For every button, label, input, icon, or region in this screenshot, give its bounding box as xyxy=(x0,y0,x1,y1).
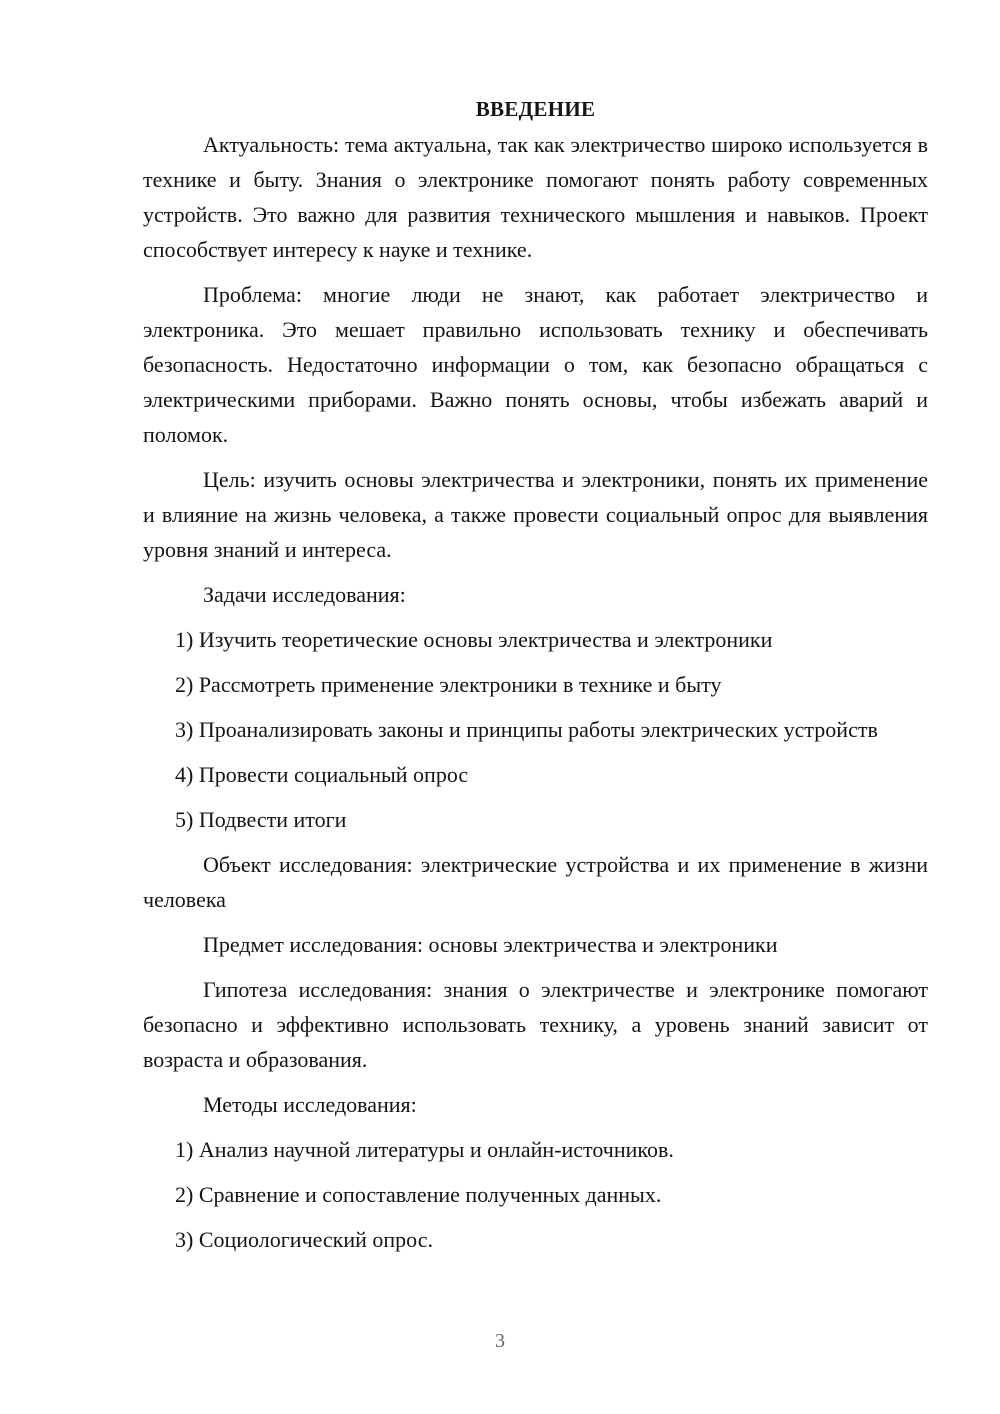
tasks-heading: Задачи исследования: xyxy=(203,582,406,607)
document-page xyxy=(143,92,928,1267)
task-item: 2) Рассмотреть применение электроники в технике и быту xyxy=(175,672,722,697)
object-paragraph: Объект исследования: электрические устройства и их применение в жизни человека xyxy=(143,852,928,912)
task-item: 1) Изучить теоретические основы электричества и электроники xyxy=(175,627,773,652)
section-title: ВВЕДЕНИЕ xyxy=(475,97,596,121)
task-item: 4) Провести социальный опрос xyxy=(175,762,469,787)
hypothesis-paragraph: Гипотеза исследования: знания о электричестве и электронике помогают безопасно и эффективно использовать технику, а уровень знаний зависит от возраста и образования. xyxy=(143,977,928,1072)
method-item: 1) Анализ научной литературы и онлайн-источников. xyxy=(175,1137,674,1162)
relevance-paragraph: Актуальность: тема актуальна, так как электричество широко используется в технике и быту. Знания о электронике помогают понять работу современных устройств. Это важно для развития технического мышления и навыков. Проект способствует интересу к науке и технике. xyxy=(143,132,928,262)
method-item: 3) Социологический опрос. xyxy=(175,1227,433,1252)
method-item: 2) Сравнение и сопоставление полученных данных. xyxy=(175,1182,662,1207)
goal-paragraph: Цель: изучить основы электричества и электроники, понять их применение и влияние на жизнь человека, а также провести социальный опрос для выявления уровня знаний и интереса. xyxy=(143,467,928,562)
subject-paragraph: Предмет исследования: основы электричества и электроники xyxy=(203,932,778,957)
task-item: 5) Подвести итоги xyxy=(175,807,347,832)
methods-heading: Методы исследования: xyxy=(203,1092,417,1117)
page-number: 3 xyxy=(495,1330,505,1352)
task-item: 3) Проанализировать законы и принципы работы электрических устройств xyxy=(175,717,878,742)
problem-paragraph: Проблема: многие люди не знают, как работает электричество и электроника. Это мешает правильно использовать технику и обеспечивать безопасность. Недостаточно информации о том, как безопасно обращаться с электрическими приборами. Важно понять основы, чтобы избежать аварий и поломок. xyxy=(143,282,928,447)
